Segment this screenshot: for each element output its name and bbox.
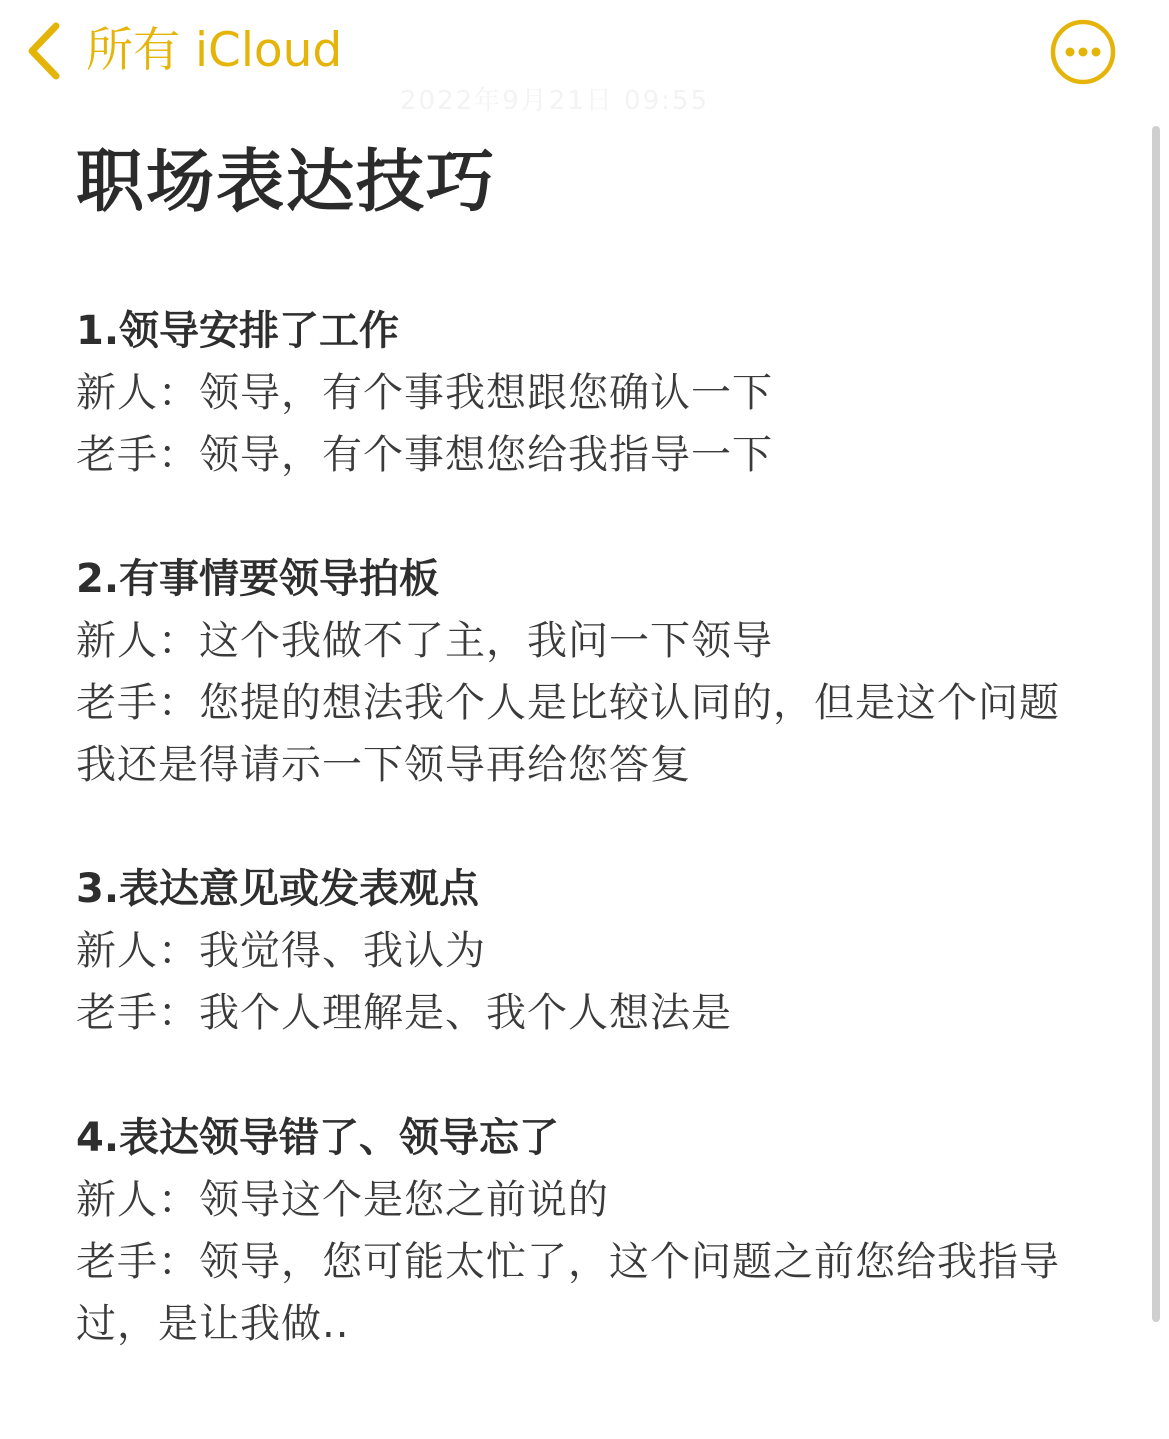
section-2[interactable] bbox=[76, 548, 1076, 796]
back-button[interactable] bbox=[24, 18, 342, 84]
section-heading: 3.表达意见或发表观点 bbox=[76, 866, 480, 912]
section-3[interactable] bbox=[76, 858, 1076, 1044]
section-line-veteran: 老手：领导，您可能太忙了，这个问题之前您给我指导过，是让我做.. bbox=[76, 1239, 1060, 1347]
back-label[interactable]: 所有 iCloud bbox=[86, 23, 343, 78]
section-heading: 1.领导安排了工作 bbox=[76, 308, 400, 354]
section-line-veteran: 老手：我个人理解是、我个人想法是 bbox=[76, 990, 732, 1036]
navigation-bar bbox=[0, 0, 1169, 116]
note-date: 2022年9月21日 09:55 bbox=[400, 86, 709, 116]
section-line-newcomer: 新人：这个我做不了主，我问一下领导 bbox=[76, 618, 773, 664]
section-4[interactable] bbox=[76, 1107, 1076, 1355]
section-heading: 2.有事情要领导拍板 bbox=[76, 556, 440, 602]
scrollbar[interactable] bbox=[1152, 126, 1160, 1322]
ellipsis-circle-icon bbox=[1049, 18, 1117, 86]
section-line-veteran: 老手：您提的想法我个人是比较认同的，但是这个问题我还是得请示一下领导再给您答复 bbox=[76, 680, 1060, 788]
section-1[interactable] bbox=[76, 300, 1076, 486]
chevron-left-icon bbox=[24, 20, 64, 82]
section-line-newcomer: 新人：领导这个是您之前说的 bbox=[76, 1177, 609, 1223]
section-line-veteran: 老手：领导，有个事想您给我指导一下 bbox=[76, 432, 773, 478]
note-title[interactable]: 职场表达技巧 bbox=[76, 143, 497, 222]
section-line-newcomer: 新人：我觉得、我认为 bbox=[76, 928, 486, 974]
more-button[interactable] bbox=[1049, 18, 1117, 86]
section-heading: 4.表达领导错了、领导忘了 bbox=[76, 1115, 560, 1161]
section-line-newcomer: 新人：领导，有个事我想跟您确认一下 bbox=[76, 370, 773, 416]
